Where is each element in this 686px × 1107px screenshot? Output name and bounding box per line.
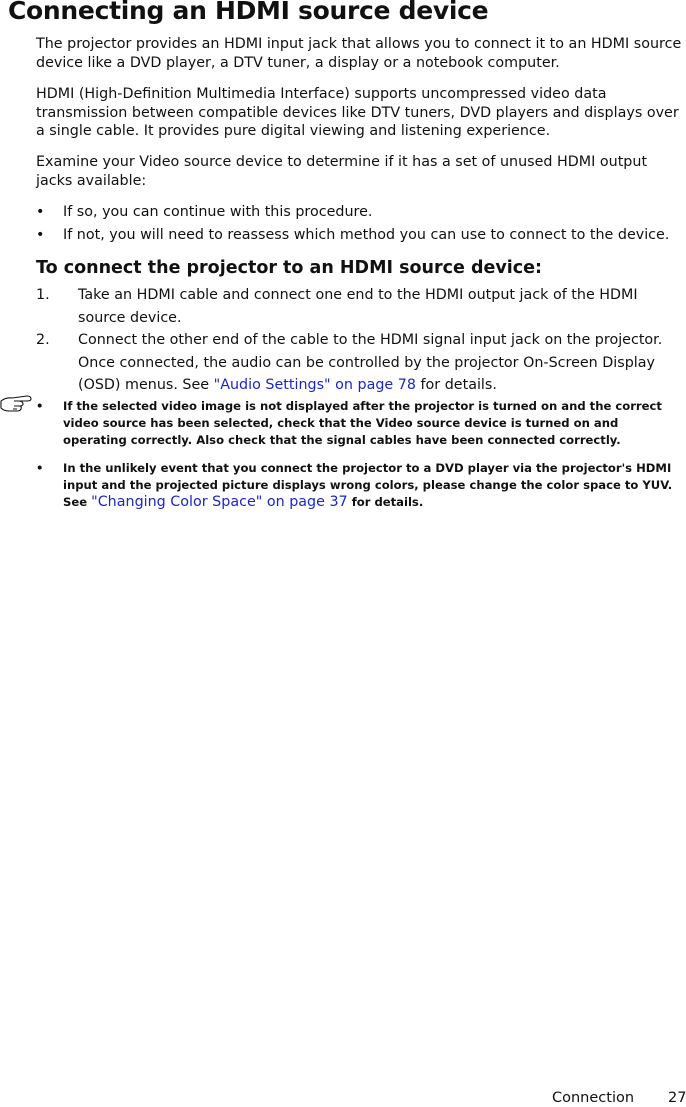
note-text xyxy=(63,460,684,511)
bullet-mark: • xyxy=(36,227,45,243)
intro-paragraph: The projector provides an HDMI input jack that allows you to connect it to an HDMI source device like a DVD player, a DTV tuner, a display or a notebook computer. xyxy=(36,36,682,71)
bullet-text: If not, you will need to reassess which method you can use to connect to the device. xyxy=(63,227,670,243)
bullet-text: If so, you can continue with this procedure. xyxy=(63,204,373,220)
note-text-part: for details. xyxy=(347,495,424,509)
step-text-part: Connect the other end of the cable to the HDMI signal input jack on the projector. Once connected, the audio can be controlled by the projector On-Screen Display (OSD) menus. See xyxy=(78,332,663,393)
step-number: 2. xyxy=(36,332,50,348)
page-number: 27 xyxy=(668,1090,686,1106)
page-title: Connecting an HDMI source device xyxy=(8,0,489,25)
step-number: 1. xyxy=(36,287,50,303)
step-text xyxy=(78,329,684,397)
hdmi-description-paragraph: HDMI (High-Definition Multimedia Interface) supports uncompressed video data transmission between compatible devices like DTV tuners, DVD players and displays over a single cable. It provides pure digital viewing and listening experience. xyxy=(36,86,679,139)
changing-color-space-link[interactable]: "Changing Color Space" on page 37 xyxy=(91,494,348,510)
footer-section: Connection xyxy=(552,1090,635,1106)
step-text-part: for details. xyxy=(415,377,497,393)
audio-settings-link[interactable]: "Audio Settings" on page 78 xyxy=(213,377,416,393)
note-text-part: In the unlikely event that you connect the projector to a DVD player via the projector's HDMI input and the projected picture displays wrong colors, please change the color space to YUV. See xyxy=(63,461,673,509)
bullet-mark: • xyxy=(36,204,45,220)
pointing-hand-icon xyxy=(0,393,34,419)
step-text: Take an HDMI cable and connect one end to the HDMI output jack of the HDMI source device. xyxy=(78,287,638,326)
procedure-heading: To connect the projector to an HDMI source device: xyxy=(36,258,542,278)
examine-paragraph: Examine your Video source device to determine if it has a set of unused HDMI output jacks available: xyxy=(36,154,648,189)
bullet-mark: • xyxy=(36,461,44,475)
note-text: If the selected video image is not displayed after the projector is turned on and the correct video source has been selected, check that the Video source device is turned on and operating correctly. Also check that the signal cables have been connected correctly. xyxy=(63,399,662,447)
bullet-mark: • xyxy=(36,399,44,413)
